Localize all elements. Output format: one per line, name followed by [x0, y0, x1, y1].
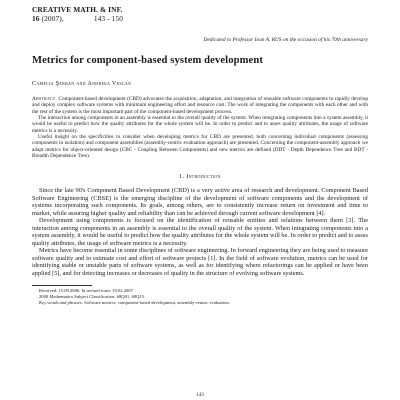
- abstract-paragraph: [32, 96, 368, 115]
- journal-pages: 143 - 150: [93, 13, 124, 23]
- footnotes: [32, 288, 368, 305]
- paper-title: Metrics for component-based system development: [32, 55, 263, 67]
- footnote-keywords: [32, 300, 368, 306]
- body-paragraph-3: Metrics have become essential in some disciplines of software engineering. In forward engineering they are being used to measure software quality and to estimate cost and effort of software projects [1]. In the field of software evolution, metrics can be used for identifying stable or unstable parts of software systems, as well as for identifying where refactorings can be applied or have been applied [5], and for detecting increases or decreases of quality in the structure of evolving software systems.: [32, 247, 368, 277]
- page-number: 143: [196, 393, 204, 398]
- abstract-text-1: Component-based development (CBD) advocates the acquisition, adaptation, and integration of reusable software components to rapidly develop and deploy complex software systems with minimum engineering effort and resource cost. The work of integrating the components with each other and with the rest of the system is the most important part of the component-based development process.: [32, 96, 369, 115]
- keywords-label: Key words and phrases.: [39, 299, 83, 305]
- paper-authors: Camelia Şerban and Andreea Vescan: [32, 80, 132, 88]
- section-body: [32, 187, 368, 277]
- section-heading: 1. Introduction: [179, 173, 221, 181]
- footnote-received: Received: 15.09.2006. In revised form: 19.02.2007: [39, 288, 133, 294]
- journal-volume-line: [32, 15, 368, 24]
- dedication: Dedicated to Professor Ioan A. RUS on the occasion of his 70th anniversary: [203, 37, 368, 44]
- abstract-paragraph-2: The interaction among components in an assembly is essential to the overall quality of the system. When integrating components into a system assembly, it would be useful to predict how the quality attributes for the whole system will be. In order to predict and to asses quality attributes, the usage of software metrics is a necessity.: [32, 115, 368, 134]
- footnote-msc: 2000 Mathematics Subject Classification. 68Q01, 68Q15.: [39, 293, 146, 299]
- journal-header: [32, 6, 368, 23]
- abstract-paragraph-3: Useful insight on the specificities to consider when developing metrics for CBD are presented, both concerning individual components (assessing components in isolation) and component assemblies (assembly-centric evaluation approach) are presented. Concerning the component-assembly approach we adapt metrics for object-oriented design (CBC - Coupling Between Components) and new metrics are defined (DDT - Depth Dependence Tree and BDT - Breadth Dependence Tree).: [32, 133, 368, 159]
- keywords-text: Software metrics, component-based development, assembly-centric evaluation.: [84, 299, 230, 305]
- abstract-label: Abstract.: [32, 96, 57, 103]
- body-paragraph-1: Since the late 90's Component Based Development (CBD) is a very active area of research and development. Component Based Software Engineering (CBSE) is the emerging discipline of the development of software components and the development of systems incorporating such components. Its goals, among others, are to consistently increase return on investment and time to market, while assuring higher quality and reliability than can be achieved through current software development [4].: [32, 187, 368, 217]
- journal-volume: 16: [32, 13, 40, 23]
- journal-name: CREATIVE MATH. & INF.: [32, 5, 123, 14]
- abstract: [32, 96, 368, 159]
- footnote-divider: [32, 285, 92, 286]
- body-paragraph-2: Development using components is focused on the identification of reusable entities and relations between them [3]. The interaction among components in an assembly is essential to the overall quality of the system. When integrating components into a system assembly, it would be useful to predict how the quality attributes for the whole system will be. In order to predict and to asses quality attributes, the usage of software metrics is a necessity.: [32, 217, 368, 247]
- journal-year: (2007),: [41, 13, 64, 23]
